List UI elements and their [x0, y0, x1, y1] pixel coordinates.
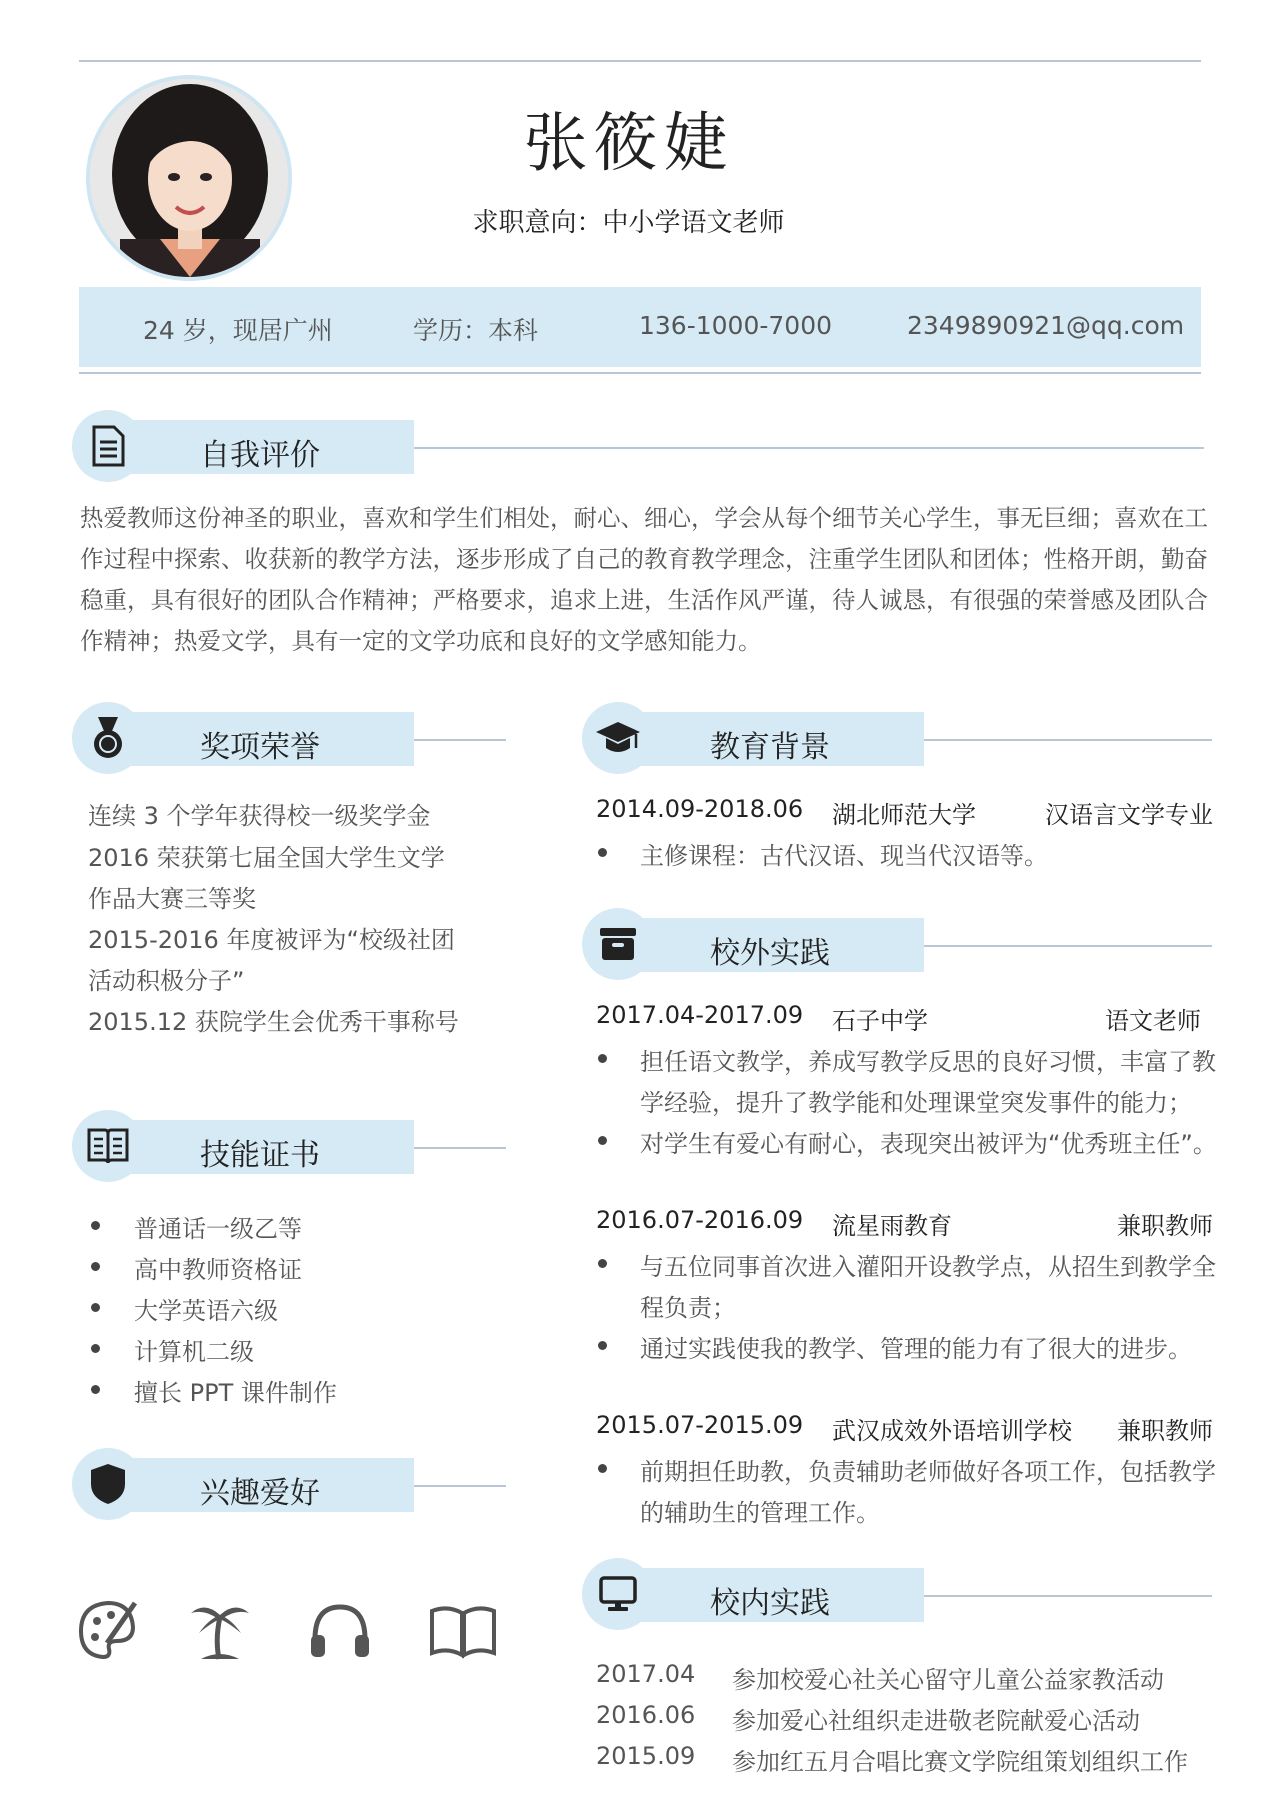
internal-text: 参加红五月合唱比赛文学院组策划组织工作 — [732, 1748, 1188, 1776]
bullet — [91, 1221, 100, 1230]
bullet — [598, 848, 607, 857]
job-org: 武汉成效外语培训学校 — [832, 1417, 1072, 1445]
document-icon — [88, 424, 128, 468]
graduation-cap-icon — [594, 718, 642, 758]
section-line-self — [414, 447, 1204, 449]
info-education: 学历：本科 — [413, 316, 539, 345]
section-title-self: 自我评价 — [200, 438, 320, 473]
award-line: 2016 荣获第七届全国大学生文学 — [88, 844, 445, 872]
section-circle-external — [582, 908, 654, 980]
job-detail: 与五位同事首次进入灌阳开设教学点，从招生到教学全 — [640, 1253, 1216, 1281]
section-title-hobbies: 兴趣爱好 — [200, 1476, 320, 1511]
award-line: 2015-2016 年度被评为“校级社团 — [88, 926, 455, 954]
section-line-external — [924, 945, 1212, 947]
palm-tree-icon — [185, 1595, 255, 1665]
medal-icon — [88, 715, 128, 761]
job-role: 兼职教师 — [1117, 1417, 1213, 1445]
section-title-external: 校外实践 — [710, 936, 830, 971]
section-circle-hobbies — [72, 1448, 144, 1520]
job-detail: 担任语文教学，养成写教学反思的良好习惯，丰富了教 — [640, 1048, 1216, 1076]
job-role: 语文老师 — [1105, 1007, 1201, 1035]
job-detail: 前期担任助教，负责辅助老师做好各项工作，包括教学 — [640, 1458, 1216, 1486]
bullet — [91, 1344, 100, 1353]
info-age: 24 岁，现居广州 — [143, 316, 333, 345]
info-email: 2349890921@qq.com — [907, 311, 1185, 340]
section-title-internal: 校内实践 — [710, 1586, 830, 1621]
section-circle-awards — [72, 702, 144, 774]
bullet — [598, 1136, 607, 1145]
section-circle-internal — [582, 1558, 654, 1630]
section-line-skills — [414, 1147, 506, 1149]
section-line-awards — [414, 739, 506, 741]
education-period: 2014.09-2018.06 — [596, 795, 804, 823]
candidate-name: 张筱婕 — [523, 107, 734, 181]
book-icon — [86, 1126, 130, 1166]
job-detail: 程负责； — [640, 1294, 736, 1322]
job-period: 2017.04-2017.09 — [596, 1001, 804, 1029]
skill-item: 普通话一级乙等 — [134, 1215, 302, 1243]
education-school: 湖北师范大学 — [832, 801, 976, 829]
job-org: 石子中学 — [832, 1007, 928, 1035]
self-evaluation-text: 热爱教师这份神圣的职业，喜欢和学生们相处，耐心、细心，学会从每个细节关心学生，事无巨细；喜欢在工作过程中探索、收获新的教学方法，逐步形成了自己的教育教学理念，注重学生团队和团体；性格开朗，勤奋稳重，具有很好的团队合作精神；严格要求，追求上进，生活作风严谨，待人诚恳，有很强的荣誉感及团队合作精神；热爱文学，具有一定的文学功底和良好的文学感知能力。 — [80, 504, 1208, 655]
internal-date: 2016.06 — [596, 1701, 696, 1729]
section-circle-education — [582, 702, 654, 774]
job-detail: 的辅助生的管理工作。 — [640, 1499, 880, 1527]
job-period: 2016.07-2016.09 — [596, 1206, 804, 1234]
bullet — [598, 1341, 607, 1350]
job-period: 2015.07-2015.09 — [596, 1411, 804, 1439]
section-title-awards: 奖项荣誉 — [200, 730, 320, 765]
skill-item: 计算机二级 — [134, 1338, 254, 1366]
section-circle-skills — [72, 1110, 144, 1182]
bullet — [91, 1262, 100, 1271]
section-title-education: 教育背景 — [710, 730, 830, 765]
award-line: 作品大赛三等奖 — [88, 885, 256, 913]
bullet — [598, 1464, 607, 1473]
job-detail: 通过实践使我的教学、管理的能力有了很大的进步。 — [640, 1335, 1192, 1363]
shield-icon — [89, 1462, 127, 1506]
section-line-internal — [924, 1595, 1212, 1597]
award-line: 活动积极分子” — [88, 967, 245, 995]
info-bar — [79, 287, 1201, 367]
job-org: 流星雨教育 — [832, 1212, 952, 1240]
painting-palette-icon — [73, 1595, 143, 1665]
internal-text: 参加爱心社组织走进敬老院献爱心活动 — [732, 1707, 1140, 1735]
internal-date: 2017.04 — [596, 1660, 696, 1688]
headphones-icon — [305, 1595, 375, 1665]
award-line: 2015.12 获院学生会优秀干事称号 — [88, 1008, 459, 1036]
job-detail: 对学生有爱心有耐心，表现突出被评为“优秀班主任”。 — [640, 1130, 1217, 1158]
education-major: 汉语言文学专业 — [1045, 801, 1213, 829]
bullet — [91, 1303, 100, 1312]
job-intent: 求职意向：中小学语文老师 — [472, 208, 785, 238]
internal-date: 2015.09 — [596, 1742, 696, 1770]
skill-item: 高中教师资格证 — [134, 1256, 302, 1284]
skill-item: 擅长 PPT 课件制作 — [134, 1379, 337, 1407]
section-circle-self — [72, 410, 144, 482]
info-rule — [79, 372, 1201, 374]
section-title-skills: 技能证书 — [200, 1138, 320, 1173]
open-book-icon — [428, 1595, 498, 1665]
bullet — [91, 1385, 100, 1394]
top-rule — [79, 60, 1201, 62]
job-role: 兼职教师 — [1117, 1212, 1213, 1240]
internal-text: 参加校爱心社关心留守儿童公益家教活动 — [732, 1666, 1164, 1694]
monitor-icon — [596, 1574, 640, 1614]
section-line-hobbies — [414, 1485, 506, 1487]
skill-item: 大学英语六级 — [134, 1297, 278, 1325]
info-phone: 136-1000-7000 — [639, 311, 833, 340]
job-detail: 学经验，提升了教学能和处理课堂突发事件的能力； — [640, 1089, 1192, 1117]
section-line-education — [924, 739, 1212, 741]
education-course: 主修课程：古代汉语、现当代汉语等。 — [640, 842, 1048, 870]
bullet — [598, 1259, 607, 1268]
bullet — [598, 1054, 607, 1063]
archive-box-icon — [596, 924, 640, 964]
award-line: 连续 3 个学年获得校一级奖学金 — [88, 802, 431, 830]
